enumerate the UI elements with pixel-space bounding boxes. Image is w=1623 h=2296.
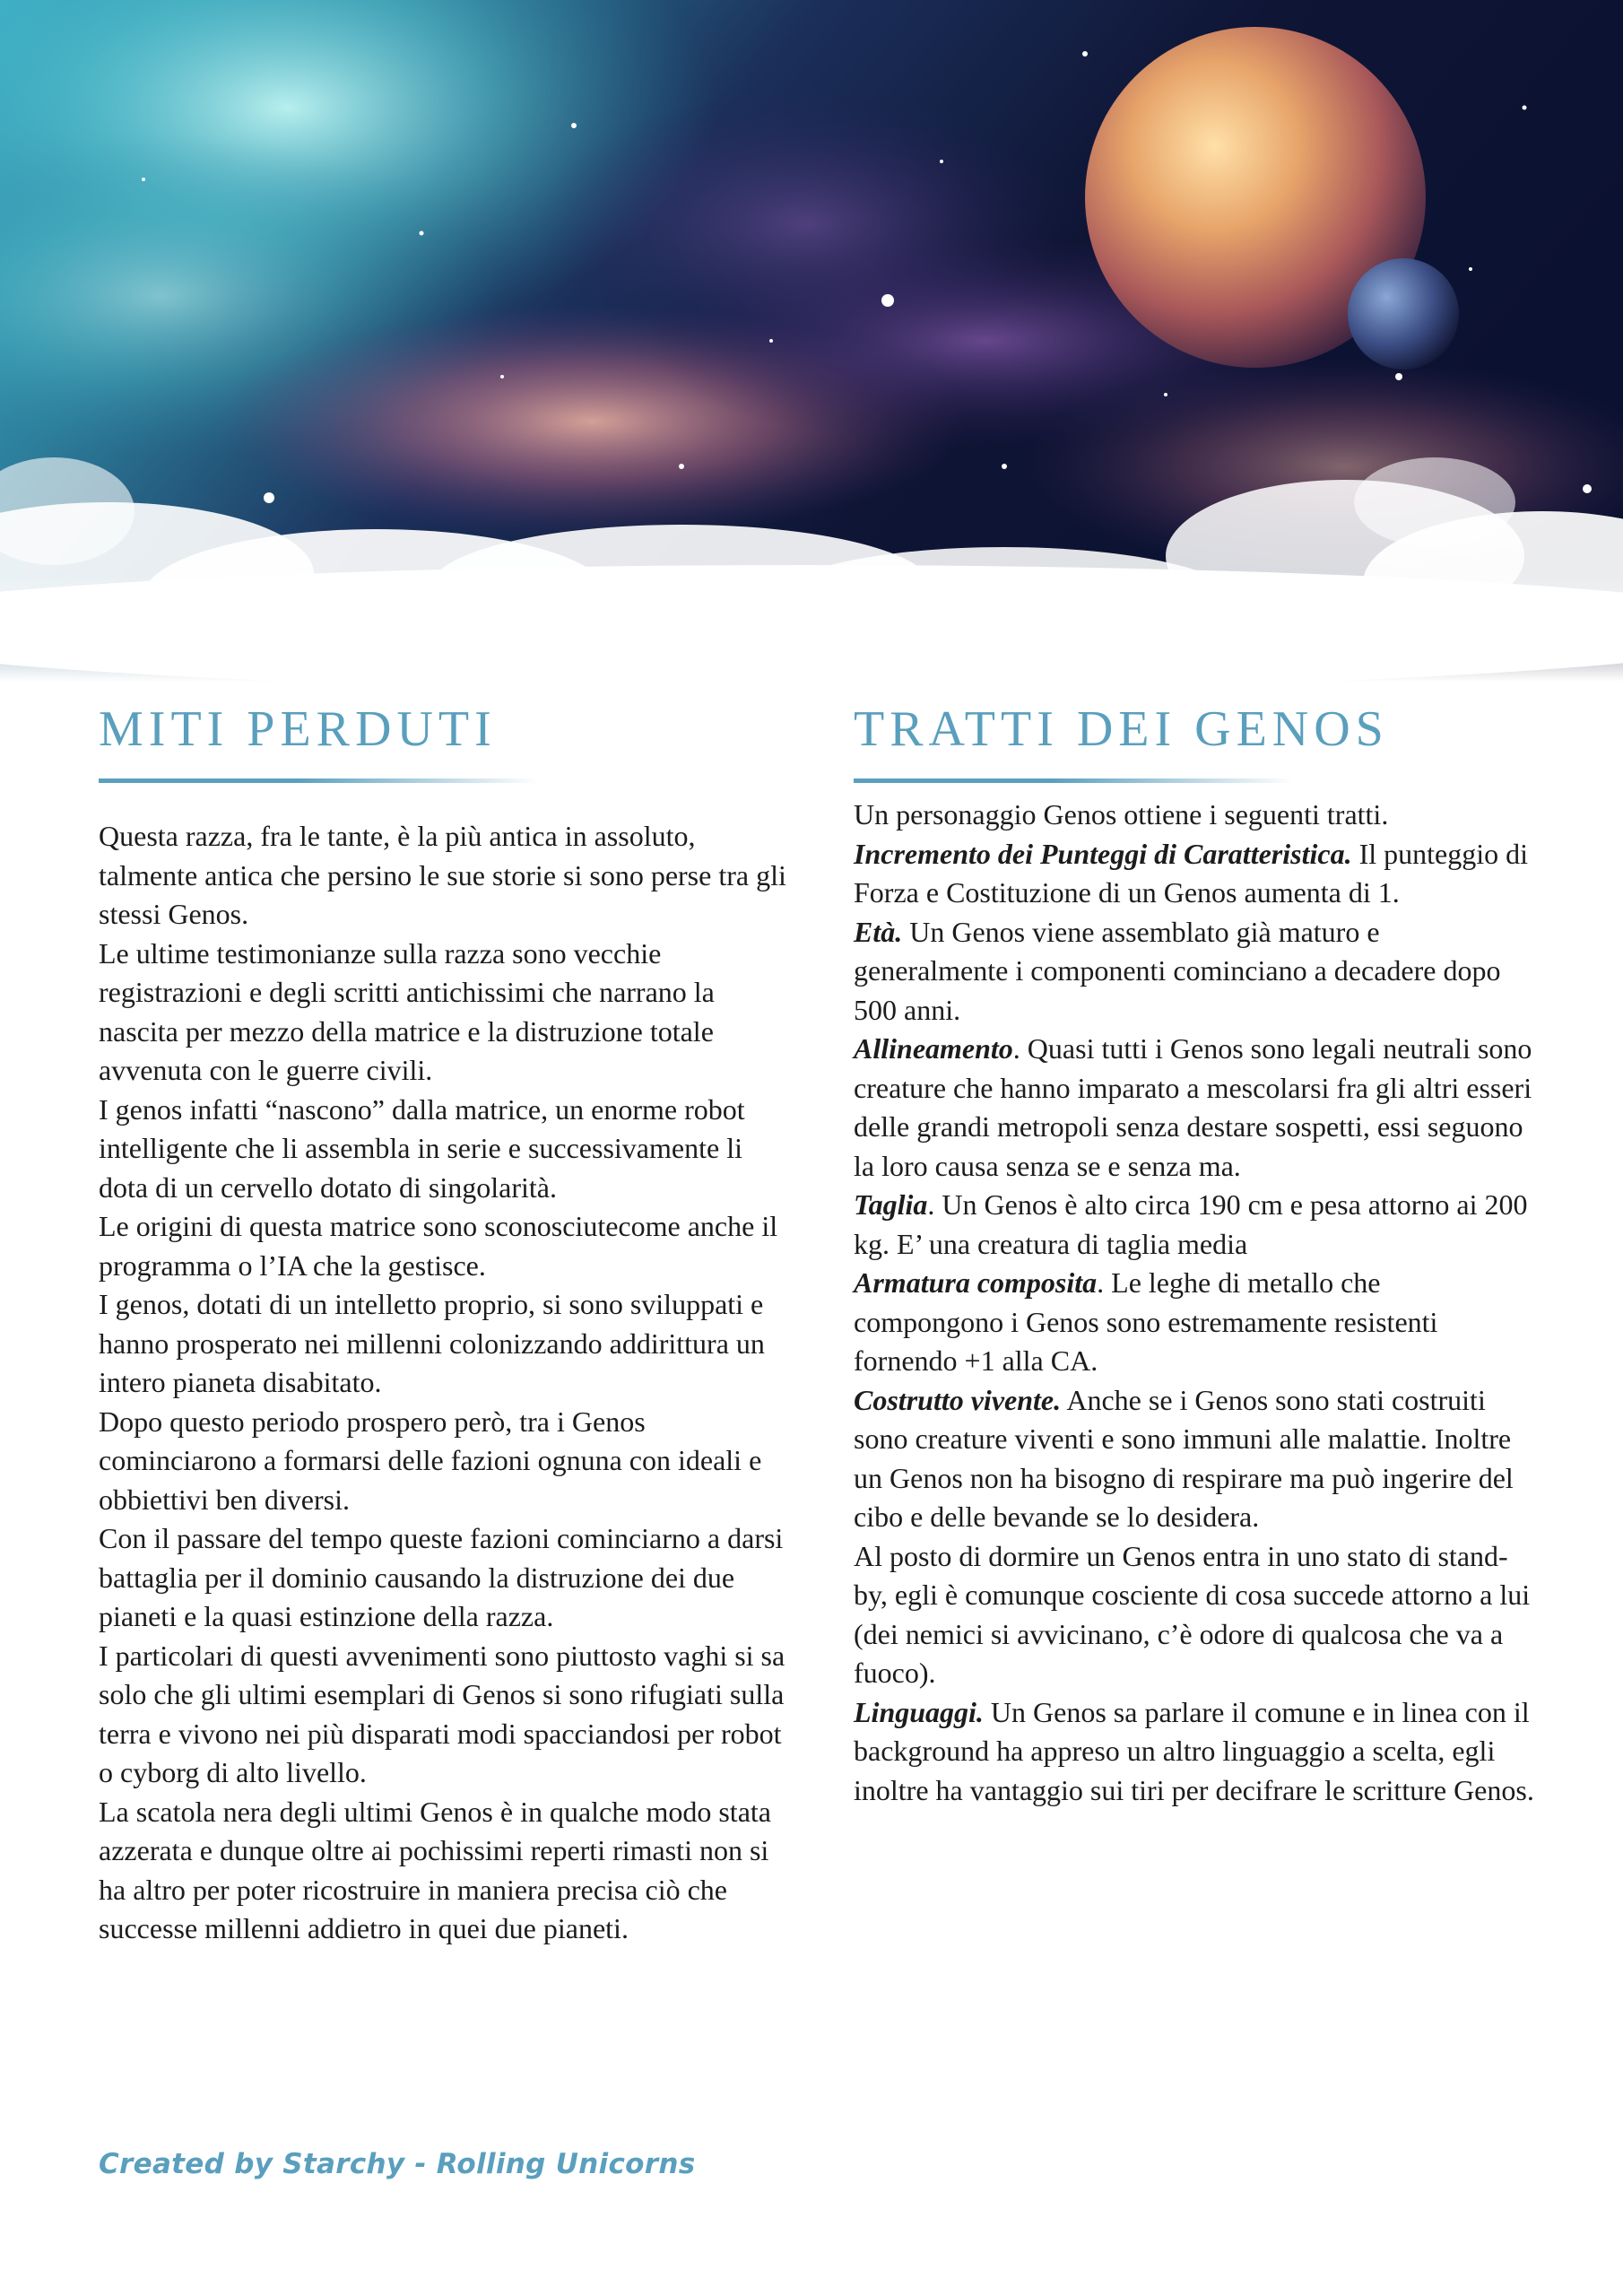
paragraph: Le ultime testimonianze sulla razza sono vecchie registrazioni e degli scritti antichissimi che narrano la nascita per mezzo della matrice e la distruzione totale avvenuta con le guerre civili.	[99, 936, 715, 1086]
paragraph: I particolari di questi avvenimenti sono piuttosto vaghi si sa solo che gli ultimi esemplari di Genos si sono rifugiati sulla terra e vivono nei più disparati modi spacciandosi per robot o cyborg di alto livello.	[99, 1639, 785, 1788]
paragraph: La scatola nera degli ultimi Genos è in qualche modo stata azzerata e dunque oltre ai pochissimi reperti rimasti non si ha altro per poter ricostruire in maniera precisa ciò che successe millenni addietro in quei due pianeti.	[99, 1795, 771, 1944]
lost-myths-section	[99, 700, 789, 1949]
paragraph: Questa razza, fra le tante, è la più antica in assoluto, talmente antica che persino le sue storie si sono perse tra gli stessi Genos.	[99, 820, 786, 930]
trait-text: . Quasi tutti i Genos sono legali neutrali sono creature che hanno imparato a mescolarsi fra gli altri esseri delle grandi metropoli senza destare sospetti, essi seguono la loro causa senza se e senza ma.	[854, 1032, 1532, 1182]
trait-name: Età.	[854, 915, 903, 948]
trait-text: Il punteggio di Forza e Costituzione di un Genos aumenta di 1.	[854, 837, 1528, 909]
paragraph: Le origini di questa matrice sono sconosciutecome anche il programma o l’IA che la gestisce.	[99, 1210, 778, 1282]
space-nebula-illustration	[0, 0, 1623, 682]
trait-extra-paragraph: Al posto di dormire un Genos entra in uno stato di stand-by, egli è comunque cosciente di cosa succede attorno a lui (dei nemici si avvicinano, c’è odore di qualcosa che va a fuoco).	[854, 1539, 1531, 1689]
trait-entry	[854, 1264, 1535, 1381]
section-title: TRATTI DEI GENOS	[854, 701, 1389, 757]
paragraph: I genos infatti “nascono” dalla matrice, un enorme robot intelligente che li assembla in serie e successivamente li dota di un cervello dotato di singolarità.	[99, 1092, 745, 1204]
section-body	[99, 817, 789, 1949]
trait-text: . Le leghe di metallo che compongono i Genos sono estremamente resistenti fornendo +1 alla CA.	[854, 1266, 1438, 1377]
trait-entry	[854, 1186, 1535, 1264]
trait-name: Taglia	[854, 1188, 928, 1221]
trait-entry	[854, 913, 1535, 1031]
trait-name: Armatura composita	[854, 1266, 1098, 1299]
trait-entry	[854, 1030, 1535, 1186]
trait-name: Costrutto vivente.	[854, 1383, 1062, 1416]
trait-text: Un Genos viene assemblato già maturo e generalmente i componenti cominciano a decadere dopo 500 anni.	[854, 915, 1501, 1026]
trait-text: Anche se i Genos sono stati costruiti sono creature viventi e sono immuni alle malattie. Inoltre un Genos non ha bisogno di respirare ma può ingerire del cibo e delle bevande se lo desidera.	[854, 1383, 1514, 1533]
trait-entry	[854, 1381, 1535, 1537]
section-title: MITI PERDUTI	[99, 701, 497, 757]
trait-text: Un Genos sa parlare il comune e in linea con il background ha appreso un altro linguaggio a scelta, egli inoltre ha vantaggio sui tiri per decifrare le scritture Genos.	[854, 1695, 1534, 1806]
paragraph: I genos, dotati di un intelletto proprio, si sono sviluppati e hanno prosperato nei millenni colonizzando addirittura un intero pianeta disabitato.	[99, 1288, 765, 1398]
section-body	[854, 796, 1535, 1810]
paragraph: Con il passare del tempo queste fazioni cominciarno a darsi battaglia per il dominio causando la distruzione dei due pianeti e la quasi estinzione della razza.	[99, 1522, 784, 1632]
title-underline	[99, 778, 538, 783]
traits-intro: Un personaggio Genos ottiene i seguenti tratti.	[854, 798, 1389, 831]
title-underline	[854, 778, 1293, 783]
trait-entry	[854, 1693, 1535, 1811]
trait-name: Linguaggi.	[854, 1695, 984, 1728]
genos-traits-section	[854, 700, 1535, 1810]
trait-entry	[854, 835, 1535, 913]
paragraph: Dopo questo periodo prospero però, tra i Genos cominciarono a formarsi delle fazioni ognuna con ideali e obbiettivi ben diversi.	[99, 1405, 762, 1516]
footer-credit: Created by Starchy - Rolling Unicorns	[99, 2148, 696, 2180]
trait-name: Allineamento	[854, 1032, 1013, 1065]
trait-name: Incremento dei Punteggi di Caratteristica.	[854, 837, 1352, 870]
trait-text: . Un Genos è alto circa 190 cm e pesa attorno ai 200 kg. E’ una creatura di taglia media	[854, 1188, 1528, 1260]
